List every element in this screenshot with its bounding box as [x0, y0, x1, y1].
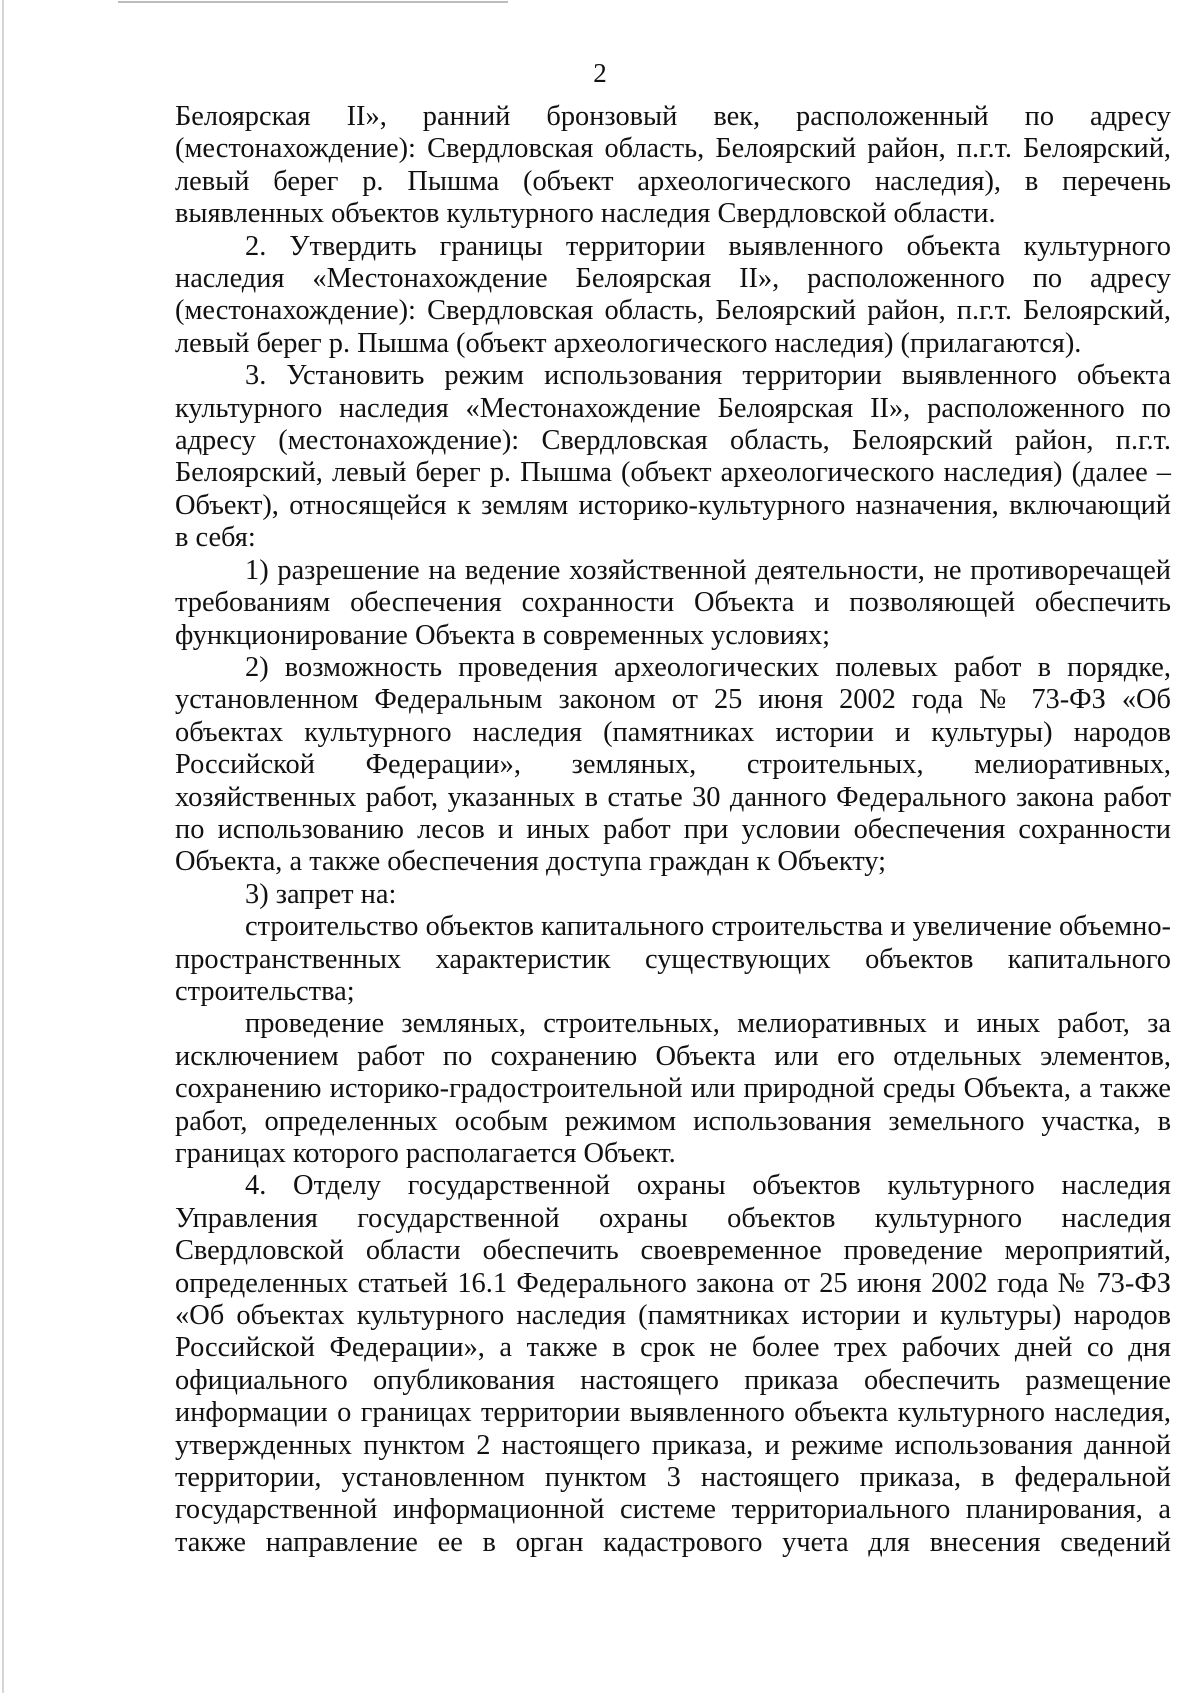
paragraph-continuation: Белоярская II», ранний бронзовый век, расположенный по адресу (местонахождение): Свердловская область, Белоярский район, п.г.т. Белоярский, левый берег р. Пышма (объект археологического наследия), в перечень выявленных объектов культурного наследия Свердловской области. [175, 101, 1171, 230]
paragraph-ban-construction: строительство объектов капитального строительства и увеличение объемно-пространственных характеристик существующих объектов капитального строительства; [175, 911, 1171, 1007]
paragraph-item-2: 2. Утвердить границы территории выявленного объекта культурного наследия «Местонахождение Белоярская II», расположенного по адресу (местонахождение): Свердловская область, Белоярский район, п.г.т. Белоярский, левый берег р. Пышма (объект археологического наследия) (прилагаются). [175, 230, 1171, 359]
scan-top-rule [118, 1, 508, 3]
paragraph-subitem-3: 3) запрет на: [245, 878, 397, 910]
scan-left-edge [2, 0, 4, 1693]
document-body [175, 101, 1171, 1559]
paragraph-item-3: 3. Установить режим использования территории выявленного объекта культурного наследия «Местонахождение Белоярская II», расположенного по адресу (местонахождение): Свердловская область, Белоярский район, п.г.т. Белоярский, левый берег р. Пышма (объект археологического наследия) (далее – Объект), относящейся к землям историко-культурного назначения, включающий в себя: [175, 360, 1171, 554]
paragraph-item-4: 4. Отделу государственной охраны объектов культурного наследия Управления государственной охраны объектов культурного наследия Свердловской области обеспечить своевременное проведение мероприятий, определенных статьей 16.1 Федерального закона от 25 июня 2002 года № 73-ФЗ «Об объектах культурного наследия (памятниках истории и культуры) народов Российской Федерации», а также в срок не более трех рабочих дней со дня официального опубликования настоящего приказа обеспечить размещение информации о границах территории выявленного объекта культурного наследия, утвержденных пунктом 2 настоящего приказа, и режиме использования данной территории, установленном пунктом 3 настоящего приказа, в федеральной государственной информационной системе территориального планирования, а также направление ее в орган кадастрового учета для внесения сведений [175, 1170, 1171, 1558]
paragraph-subitem-2: 2) возможность проведения археологических полевых работ в порядке, установленном Федеральным законом от 25 июня 2002 года № 73-ФЗ «Об объектах культурного наследия (памятниках истории и культуры) народов Российской Федерации», земляных, строительных, мелиоративных, хозяйственных работ, указанных в статье 30 данного Федерального закона работ по использованию лесов и иных работ при условии обеспечения сохранности Объекта, а также обеспечения доступа граждан к Объекту; [175, 651, 1171, 878]
paragraph-ban-works: проведение земляных, строительных, мелиоративных и иных работ, за исключением работ по сохранению Объекта или его отдельных элементов, сохранению историко-градостроительной или природной среды Объекта, а также работ, определенных особым режимом использования земельного участка, в границах которого располагается Объект. [175, 1008, 1171, 1169]
paragraph-subitem-1: 1) разрешение на ведение хозяйственной деятельности, не противоречащей требованиям обеспечения сохранности Объекта и позволяющей обеспечить функционирование Объекта в современных условиях; [175, 554, 1171, 651]
page-number: 2 [593, 58, 607, 88]
